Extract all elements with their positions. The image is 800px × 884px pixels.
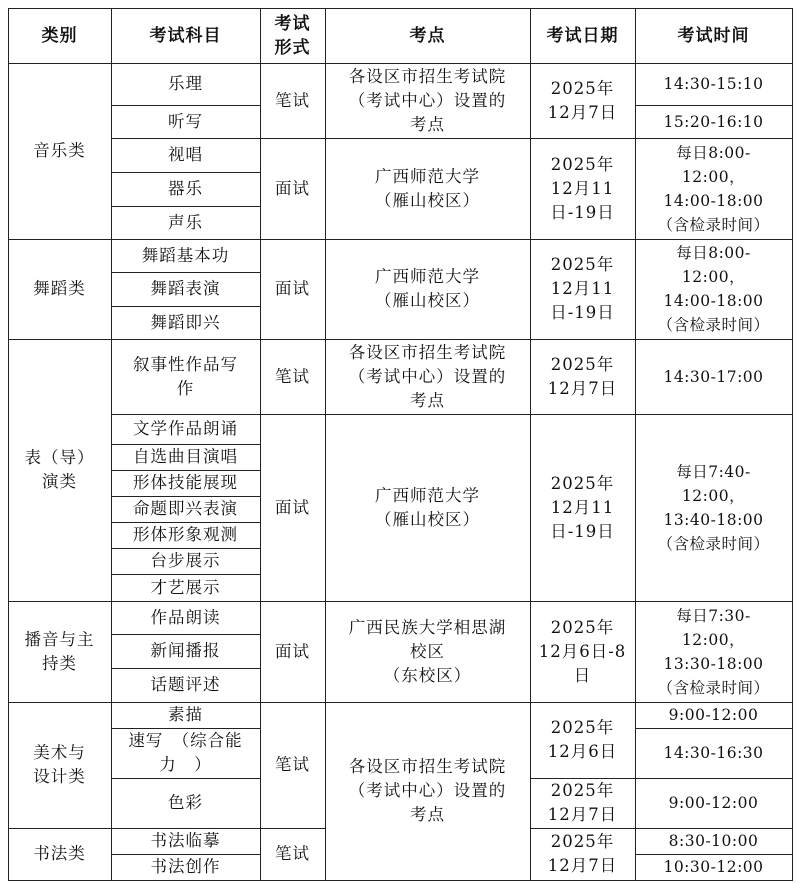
subject-cell: 话题评述 <box>150 675 221 694</box>
date-cell: 2025年 12月7日 <box>547 832 618 875</box>
category-dance: 舞蹈类 <box>33 279 86 298</box>
category-broadcasting: 播音与主 持类 <box>24 629 95 673</box>
form-cell: 面试 <box>275 641 310 661</box>
category-music: 音乐类 <box>33 141 86 160</box>
time-cell: 每日7:30- 12:00， 13:30-18:00 （含检录时间） <box>657 606 770 697</box>
date-cell: 2025年 12月11 日-19日 <box>550 255 615 322</box>
subject-cell: 才艺展示 <box>150 577 221 597</box>
subject-cell: 乐理 <box>168 74 203 93</box>
venue-cell: 各设区市招生考试院 （考试中心）设置的 考点 <box>348 757 507 824</box>
venue-cell: 广西师范大学 （雁山校区） <box>375 267 480 310</box>
subject-cell: 声乐 <box>168 212 203 232</box>
subject-cell: 文学作品朗诵 <box>133 419 238 438</box>
header-subject: 考试科目 <box>149 25 222 46</box>
date-cell: 2025年 12月7日 <box>547 354 618 398</box>
subject-cell: 自选曲目演唱 <box>133 447 238 466</box>
time-cell: 9:00-12:00 <box>668 706 759 724</box>
form-cell: 面试 <box>275 279 310 298</box>
header-date: 考试日期 <box>546 25 619 46</box>
time-cell: 14:30-15:10 <box>663 75 764 93</box>
subject-cell: 新闻播报 <box>150 641 221 660</box>
subject-cell: 素描 <box>168 705 203 724</box>
form-cell: 笔试 <box>275 366 310 386</box>
time-cell: 14:30-17:00 <box>663 367 764 386</box>
category-calligraphy: 书法类 <box>33 844 86 863</box>
subject-cell: 器乐 <box>168 179 203 198</box>
venue-cell: 各设区市招生考试院 （考试中心）设置的 考点 <box>348 66 507 134</box>
header-venue: 考点 <box>409 25 446 46</box>
subject-cell: 形体技能展现 <box>133 473 238 492</box>
subject-cell: 形体形象观测 <box>133 525 238 544</box>
subject-cell: 色彩 <box>168 793 203 812</box>
header-time: 考试时间 <box>677 25 750 46</box>
time-cell: 14:30-16:30 <box>663 744 764 762</box>
subject-cell: 叙事性作品写 作 <box>133 354 238 398</box>
subject-cell: 台步展示 <box>150 551 221 570</box>
venue-cell: 各设区市招生考试院 （考试中心）设置的 考点 <box>348 342 507 410</box>
time-cell: 8:30-10:00 <box>668 832 759 850</box>
subject-cell: 作品朗读 <box>150 607 221 627</box>
date-cell: 2025年 12月6日 <box>547 718 618 761</box>
time-cell: 每日8:00- 12:00， 14:00-18:00 （含检录时间） <box>657 244 770 334</box>
time-cell: 每日7:40- 12:00， 13:40-18:00 （含检录时间） <box>657 462 770 553</box>
form-cell: 笔试 <box>275 90 310 110</box>
venue-cell: 广西民族大学相思湖 校区 （东校区） <box>348 617 507 685</box>
form-cell: 笔试 <box>275 844 310 863</box>
venue-cell: 广西师范大学 （雁山校区） <box>375 166 480 210</box>
time-cell: 9:00-12:00 <box>668 794 759 812</box>
subject-cell: 舞蹈基本功 <box>141 245 230 265</box>
category-art-design: 美术与 设计类 <box>33 743 86 786</box>
subject-cell: 舞蹈表演 <box>150 279 221 298</box>
form-cell: 面试 <box>275 178 310 198</box>
form-cell: 面试 <box>275 497 310 517</box>
date-cell: 2025年 12月11 日-19日 <box>550 473 615 541</box>
header-form: 考试 形式 <box>274 13 311 58</box>
header-category: 类别 <box>41 25 78 46</box>
subject-cell: 命题即兴表演 <box>133 499 238 518</box>
subject-cell: 听写 <box>168 111 203 131</box>
date-cell: 2025年 12月7日 <box>547 781 618 824</box>
subject-cell: 书法创作 <box>150 857 221 876</box>
subject-cell: 书法临摹 <box>150 831 221 850</box>
date-cell: 2025年 12月7日 <box>547 78 618 122</box>
category-performance: 表（导） 演类 <box>24 448 95 491</box>
subject-cell: 舞蹈即兴 <box>150 312 221 332</box>
date-cell: 2025年 12月11 日-19日 <box>550 154 615 222</box>
venue-cell: 广西师范大学 （雁山校区） <box>375 485 480 529</box>
date-cell: 2025年 12月6日-8 日 <box>538 617 627 685</box>
time-cell: 10:30-12:00 <box>663 858 764 876</box>
subject-cell: 视唱 <box>168 145 203 164</box>
time-cell: 每日8:00- 12:00， 14:00-18:00 （含检录时间） <box>657 143 770 234</box>
subject-cell: 速写 （综合能 力 ） <box>128 731 243 774</box>
time-cell: 15:20-16:10 <box>663 112 764 131</box>
form-cell: 笔试 <box>275 755 310 774</box>
